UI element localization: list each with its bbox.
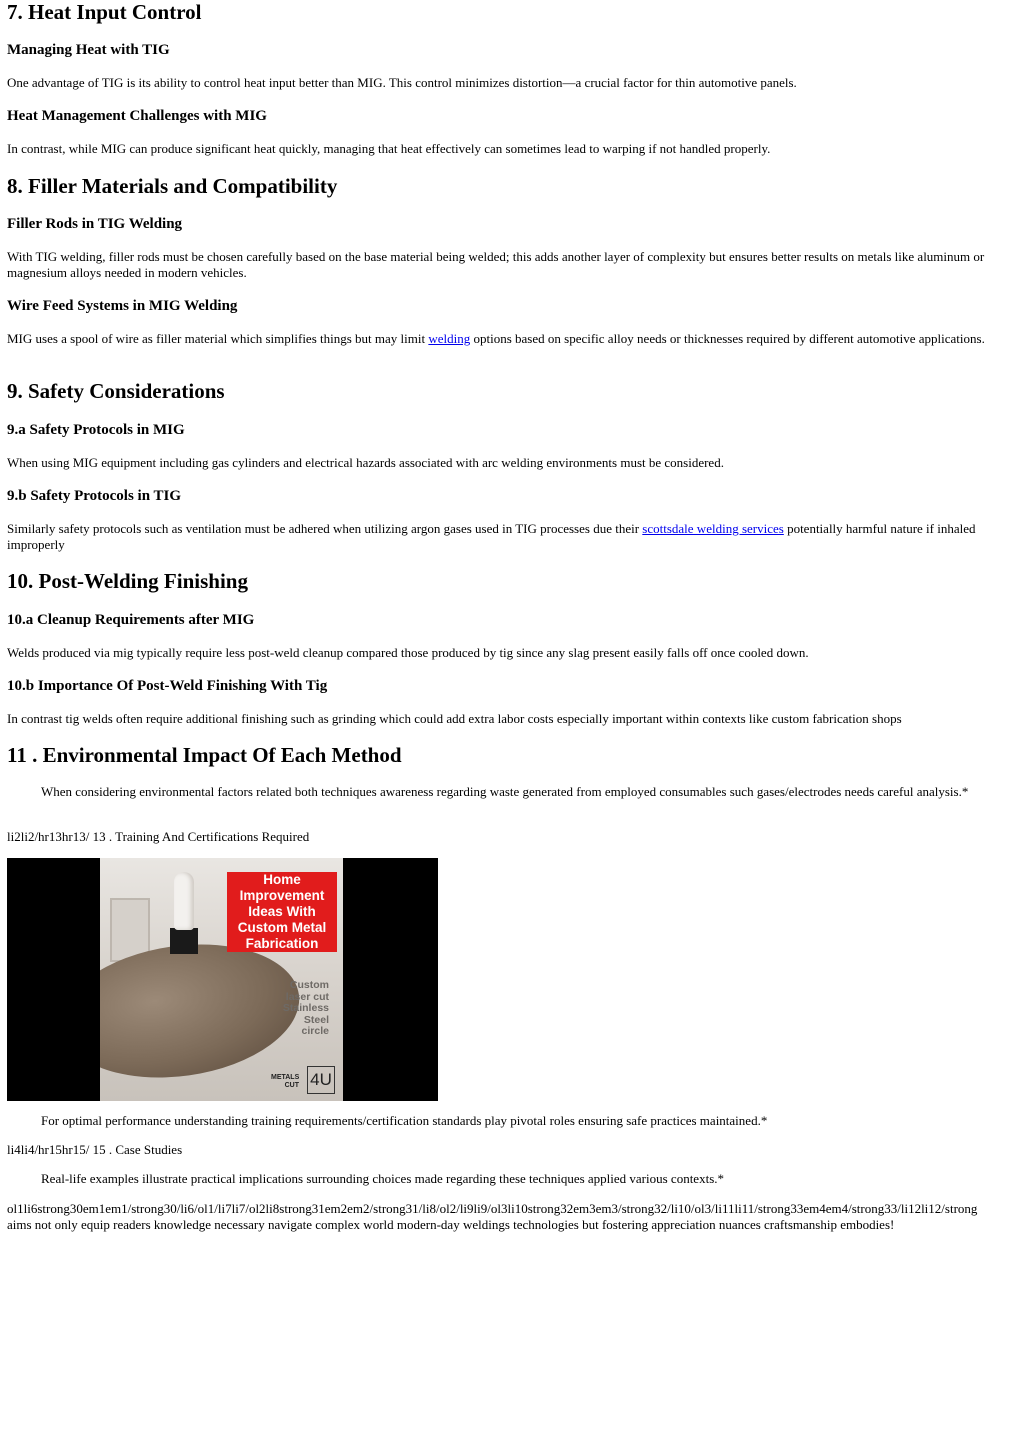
section-10b-text: In contrast tig welds often require additional finishing such as grinding which could add extra labor costs especially important within contexts like custom fabrication shops: [7, 711, 902, 726]
section-9-heading: 9. Safety Considerations: [7, 379, 225, 403]
section-8-heading: 8. Filler Materials and Compatibility: [7, 174, 338, 198]
section-15-line: li4li4/hr15hr15/ 15 . Case Studies: [7, 1142, 183, 1157]
markup-residue-line: ol1li6strong30em1em1/strong30/li6/ol1/li7li7/ol2li8strong31em2em2/strong31/li8/ol2/li9li9/ol3li10strong32em3em3/strong32/li10/ol3/li11li11/strong33em4em4/strong33/li12li12/strong: [7, 1201, 978, 1216]
section-10a-heading: 10.a Cleanup Requirements after MIG: [7, 612, 255, 628]
section-8b-heading: Wire Feed Systems in MIG Welding: [7, 298, 238, 314]
section-15-blockquote: Real-life examples illustrate practical implications surrounding choices made regarding these techniques applied various contexts.*: [41, 1171, 725, 1186]
section-8a-heading: Filler Rods in TIG Welding: [7, 216, 183, 232]
section-10b-heading: 10.b Importance Of Post-Weld Finishing With Tig: [7, 678, 328, 694]
video-frame: [100, 858, 343, 1101]
video-title-box: Home Improvement Ideas With Custom Metal Fabrication: [227, 872, 337, 952]
sculpture-bust: [174, 872, 194, 930]
section-7a-text: One advantage of TIG is its ability to control heat input better than MIG. This control minimizes distortion—a crucial factor for thin automotive panels.: [7, 75, 797, 90]
section-7-heading: 7. Heat Input Control: [7, 0, 202, 24]
welding-link[interactable]: welding: [428, 331, 471, 346]
section-8a-text: With TIG welding, filler rods must be chosen carefully based on the base material being welded; this adds another layer of complexity but ensures better results on metals like aluminum or magnesium alloys needed in modern vehicles.: [7, 249, 985, 280]
section-8b-text: MIG uses a spool of wire as filler material which simplifies things but may limit welding options based on specific alloy needs or thicknesses required by different automotive applications.: [7, 331, 985, 346]
video-subtitle: Custom laser cut Stainless Steel circle: [282, 979, 329, 1037]
section-7b-text: In contrast, while MIG can produce significant heat quickly, managing that heat effectively can sometimes lead to warping if not handled properly.: [7, 141, 771, 156]
section-11-blockquote: When considering environmental factors related both techniques awareness regarding waste generated from employed consumables such gases/electrodes needs careful analysis.*: [41, 784, 969, 799]
video-thumbnail[interactable]: [7, 858, 438, 1101]
sculpture-base: [170, 928, 198, 954]
section-13-blockquote: For optimal performance understanding training requirements/certification standards play pivotal roles ensuring safe practices maintained.*: [41, 1113, 768, 1128]
section-9a-heading: 9.a Safety Protocols in MIG: [7, 422, 185, 438]
section-9b-text: Similarly safety protocols such as ventilation must be adhered when utilizing argon gases used in TIG processes due their scottsdale welding services potentially harmful nature if inhaled improperly: [7, 521, 976, 552]
closing-line: aims not only equip readers knowledge necessary navigate complex world modern-day weldings technologies but fostering appreciation nuances craftsmanship embodies!: [7, 1217, 895, 1232]
metals-cut-4u-logo: METALS CUT 4U: [271, 1066, 335, 1094]
section-10a-text: Welds produced via mig typically require less post-weld cleanup compared those produced by tig since any slag present easily falls off once cooled down.: [7, 645, 809, 660]
section-9b-heading: 9.b Safety Protocols in TIG: [7, 488, 182, 504]
section-10-heading: 10. Post-Welding Finishing: [7, 569, 248, 593]
section-13-line: li2li2/hr13hr13/ 13 . Training And Certifications Required: [7, 829, 310, 844]
section-7b-heading: Heat Management Challenges with MIG: [7, 108, 267, 124]
section-9a-text: When using MIG equipment including gas cylinders and electrical hazards associated with arc welding environments must be considered.: [7, 455, 724, 470]
scottsdale-welding-services-link[interactable]: scottsdale welding services: [642, 521, 784, 536]
section-7a-heading: Managing Heat with TIG: [7, 42, 170, 58]
section-11-heading: 11 . Environmental Impact Of Each Method: [7, 743, 402, 767]
